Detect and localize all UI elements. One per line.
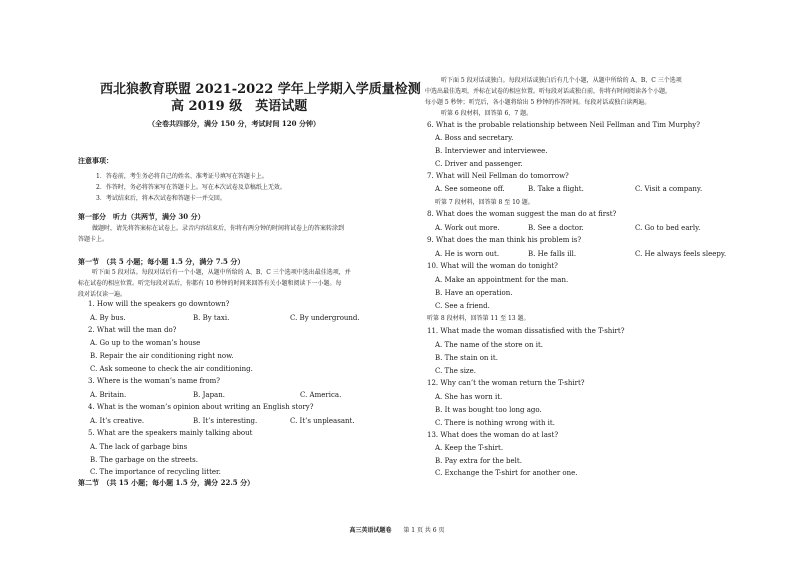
option-a: A. Boss and secretary. bbox=[435, 134, 514, 142]
option-c: C. It’s unpleasant. bbox=[290, 417, 355, 425]
question-8: 8. What does the woman suggest the man do at first? bbox=[427, 210, 617, 218]
option-a: A. Keep the T-shirt. bbox=[435, 444, 504, 452]
part1-instruction: 做题时，请先将答案标在试卷上。录音内容结束后，你将有两分钟的时间将试卷上的答案转涂到 bbox=[92, 225, 345, 232]
option-b: B. Pay extra for the belt. bbox=[435, 457, 522, 465]
question-9: 9. What does the man think his problem is? bbox=[427, 236, 582, 244]
option-b: B. It was bought too long ago. bbox=[435, 406, 542, 414]
section1-instruction: 标在试卷的相应位置。听完每段对话后，你都有 10 秒钟的时间来回答有关小题和阅读下一小题。每 bbox=[78, 280, 342, 287]
question-6: 6. What is the probable relationship between Neil Fellman and Tim Murphy? bbox=[427, 121, 700, 129]
option-c: C. Driver and passenger. bbox=[435, 160, 523, 168]
option-a: A. It’s creative. bbox=[90, 417, 145, 425]
section1-instruction: 段对话仅读一遍。 bbox=[78, 291, 127, 298]
question-10: 10. What will the woman do tonight? bbox=[427, 262, 558, 270]
exam-note: （全卷共四部分，满分 150 分，考试时间 120 分钟） bbox=[148, 119, 320, 128]
material-note: 听第 8 段材料，回答第 11 至 13 题。 bbox=[427, 315, 530, 322]
question-4: 4. What is the woman’s opinion about writing an English story? bbox=[88, 403, 314, 411]
option-a: A. The name of the store on it. bbox=[435, 341, 544, 349]
option-b: B. Take a flight. bbox=[528, 185, 584, 193]
option-a: A. See someone off. bbox=[435, 185, 505, 193]
question-5: 5. What are the speakers mainly talking about bbox=[88, 429, 253, 437]
option-b: B. By taxi. bbox=[193, 314, 230, 322]
question-11: 11. What made the woman dissatisfied with the T-shirt? bbox=[427, 327, 625, 335]
option-a: A. The lack of garbage bins bbox=[90, 443, 188, 451]
option-c: C. By underground. bbox=[290, 314, 360, 322]
option-c: C. There is nothing wrong with it. bbox=[435, 419, 555, 427]
option-a: A. Go up to the woman’s house bbox=[90, 339, 201, 347]
option-b: B. Have an operation. bbox=[435, 289, 513, 297]
option-b: B. Repair the air conditioning right now. bbox=[90, 352, 234, 360]
option-a: A. He is worn out. bbox=[435, 250, 500, 258]
question-13: 13. What does the woman do at last? bbox=[427, 431, 559, 439]
option-b: B. Japan. bbox=[193, 391, 225, 399]
option-b: B. The garbage on the streets. bbox=[90, 456, 198, 464]
page-number: 第 1 页 共 6 页 bbox=[403, 527, 445, 534]
notice-item: 2．作答时，务必将答案写在答题卡上。写在本次试卷及草稿纸上无效。 bbox=[96, 184, 286, 191]
material-note: 听第 6 段材料，回答第 6、7 题。 bbox=[441, 110, 533, 117]
notice-heading: 注意事项： bbox=[78, 156, 113, 165]
section2-instruction: 每小题 5 秒钟；听完后，各小题将给出 5 秒钟的作答时间。每段对话或独白读两遍。 bbox=[425, 99, 651, 106]
option-c: C. America. bbox=[300, 391, 342, 399]
notice-item: 1．答卷前，考生务必将自己的姓名、准考证号填写在答题卡上。 bbox=[96, 173, 268, 180]
exam-subtitle: 高 2019 级 英语试题 bbox=[171, 99, 308, 114]
option-a: A. Britain. bbox=[90, 391, 127, 399]
option-c: C. Visit a company. bbox=[635, 185, 703, 193]
question-3: 3. Where is the woman’s name from? bbox=[88, 377, 221, 385]
option-c: C. The size. bbox=[435, 367, 476, 375]
option-c: C. Exchange the T-shirt for another one. bbox=[435, 469, 578, 477]
option-b: B. The stain on it. bbox=[435, 354, 498, 362]
option-a: A. Make an appointment for the man. bbox=[435, 276, 569, 284]
option-c: C. The importance of recycling litter. bbox=[90, 468, 221, 476]
option-c: C. He always feels sleepy. bbox=[635, 250, 727, 258]
part1-heading: 第一部分 听力（共两节，满分 30 分） bbox=[78, 212, 205, 221]
option-b: B. He falls ill. bbox=[528, 250, 577, 258]
option-c: C. Go to bed early. bbox=[635, 224, 701, 232]
section2-heading: 第二节 （共 15 小题；每小题 1.5 分，满分 22.5 分） bbox=[78, 478, 255, 487]
option-c: C. Ask someone to check the air conditioning. bbox=[90, 365, 253, 373]
section2-instruction: 听下面 5 段对话或独白。每段对话或独白后有几个小题，从题中所给的 A、B、C 三个选项 bbox=[441, 77, 682, 84]
part1-instruction: 答题卡上。 bbox=[78, 236, 109, 243]
exam-title: 西北狼教育联盟 2021-2022 学年上学期入学质量检测 bbox=[100, 82, 421, 97]
section1-instruction: 听下面 5 段对话。每段对话后有一个小题，从题中所给的 A、B、C 三个选项中选出最佳选项，并 bbox=[92, 269, 351, 276]
option-a: A. She has worn it. bbox=[435, 393, 503, 401]
section1-heading: 第一节 （共 5 小题；每小题 1.5 分，满分 7.5 分） bbox=[78, 257, 245, 266]
option-c: C. See a friend. bbox=[435, 302, 490, 310]
option-b: B. Interviewer and interviewee. bbox=[435, 147, 548, 155]
option-b: B. It’s interesting. bbox=[193, 417, 258, 425]
question-1: 1. How will the speakers go downtown? bbox=[88, 300, 230, 308]
question-2: 2. What will the man do? bbox=[88, 326, 177, 334]
option-a: A. Work out more. bbox=[435, 224, 500, 232]
question-7: 7. What will Neil Fellman do tomorrow? bbox=[427, 172, 569, 180]
notice-item: 3．考试结束后，将本次试卷和答题卡一并交回。 bbox=[96, 195, 226, 202]
option-b: B. See a doctor. bbox=[528, 224, 584, 232]
section2-instruction: 中选出最佳选项，并标在试卷的相应位置。听每段对话或独白前，你将有时间阅读各个小题， bbox=[425, 88, 672, 95]
footer-title: 高三英语试题卷 bbox=[349, 527, 392, 534]
material-note: 听第 7 段材料，回答第 8 至 10 题。 bbox=[435, 199, 534, 206]
page-footer bbox=[0, 525, 794, 534]
option-a: A. By bus. bbox=[90, 314, 126, 322]
question-12: 12. Why can’t the woman return the T-shirt? bbox=[427, 379, 585, 387]
